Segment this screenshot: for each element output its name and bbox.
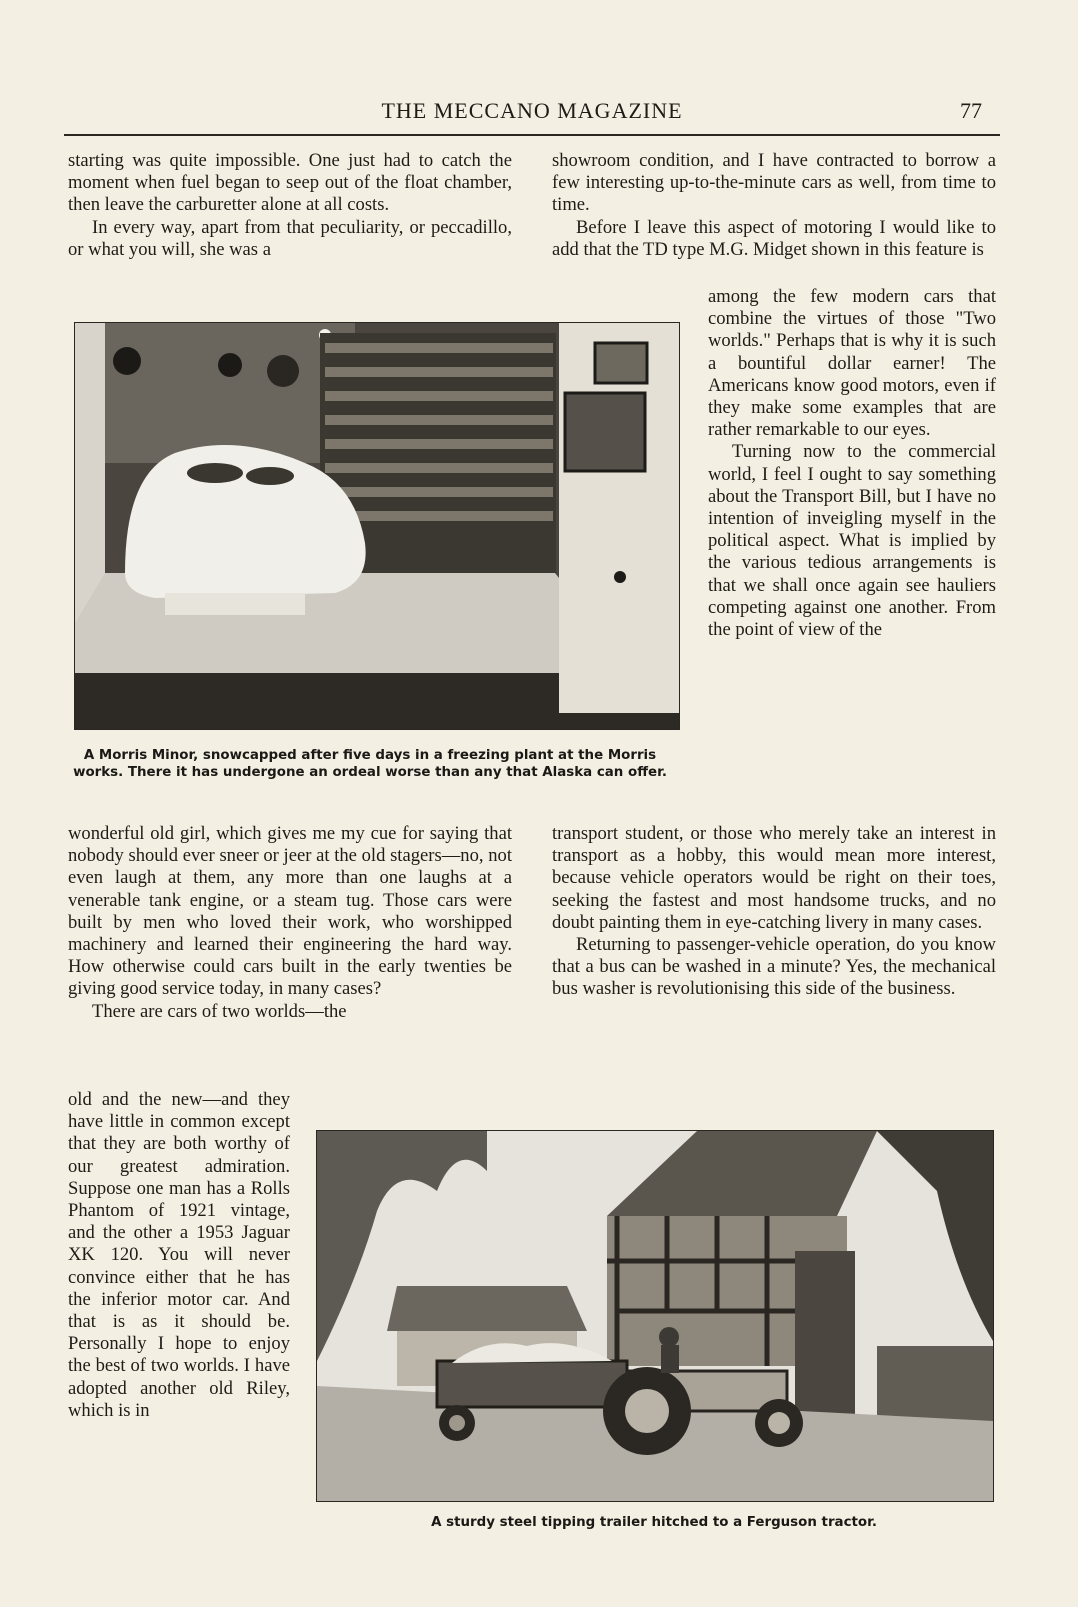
paragraph: wonderful old girl, which gives me my cue for saying that nobody should ever sneer or jeer at the old stagers—no, not even laugh at them, any more than one laughs at a venerable tank engine, or a steam tug. Those cars were built by men who loved their work, who worshipped machinery and learned their engineering the hard way. How otherwise could cars built in the early twenties be giving good service today, in many cases?	[68, 823, 512, 1000]
paragraph: Returning to passenger-vehicle operation, do you know that a bus can be washed in a minute? Yes, the mechanical bus washer is revolutionising this side of the business.	[552, 934, 996, 1000]
column-left-narrow	[68, 1089, 290, 1422]
paragraph: among the few modern cars that combine the virtues of those "Two worlds." Perhaps that is why it is such a bountiful dollar earner! The Americans know good motors, even if they make some examples that are rather remarkable to our eyes.	[708, 286, 996, 441]
ferguson-tractor-trailer-photo	[316, 1130, 994, 1502]
freezing-plant-illustration	[75, 323, 679, 729]
column-left-middle	[68, 823, 512, 1023]
paragraph: starting was quite impossible. One just had to catch the moment when fuel began to seep out of the float chamber, then leave the carburetter alone at all costs.	[68, 150, 512, 216]
paragraph: showroom condition, and I have contracted to borrow a few interesting up-to-the-minute cars as well, from time to time.	[552, 150, 996, 216]
paragraph: Turning now to the commercial world, I feel I ought to say something about the Transport Bill, but I have no intention of inveigling myself in the political aspect. What is implied by the various tedious arrangements is that we shall once again see hauliers competing against one another. From the point of view of the	[708, 441, 996, 641]
column-right-top	[552, 150, 996, 261]
tractor-farmyard-illustration	[317, 1131, 993, 1501]
morris-minor-freezing-plant-photo	[74, 322, 680, 730]
photo-bottom-caption: A sturdy steel tipping trailer hitched to a Ferguson tractor.	[431, 1515, 877, 1530]
paragraph: In every way, apart from that peculiarity, or peccadillo, or what you will, she was a	[68, 216, 512, 260]
paragraph: There are cars of two worlds—the	[92, 1000, 347, 1022]
magazine-title: THE MECCANO MAGAZINE	[381, 98, 683, 123]
column-right-narrow	[708, 286, 996, 641]
paragraph: old and the new—and they have little in common except that they are both worthy of our greatest admiration. Suppose one man has a Rolls Phantom of 1921 vintage, and the other a 1953 Jaguar XK 120. You will never convince either that he has the inferior motor car. And that is as it should be. Personally I hope to enjoy the best of two worlds. I have adopted another old Riley, which is in	[68, 1089, 290, 1421]
paragraph: transport student, or those who merely take an interest in transport as a hobby, this would mean more interest, because vehicle operators would be right on their toes, seeking the fastest and most handsome trucks, and no doubt painting them in eye-catching livery in many cases.	[552, 823, 996, 933]
page-number: 77	[960, 98, 982, 123]
photo-top-caption: A Morris Minor, snowcapped after five days in a freezing plant at the Morris works. There it has undergone an ordeal worse than any that Alaska can offer.	[73, 748, 667, 780]
page-header	[64, 98, 1000, 136]
column-left-top	[68, 150, 512, 261]
paragraph: Before I leave this aspect of motoring I would like to add that the TD type M.G. Midget shown in this feature is	[552, 216, 996, 260]
column-right-middle	[552, 823, 996, 1001]
